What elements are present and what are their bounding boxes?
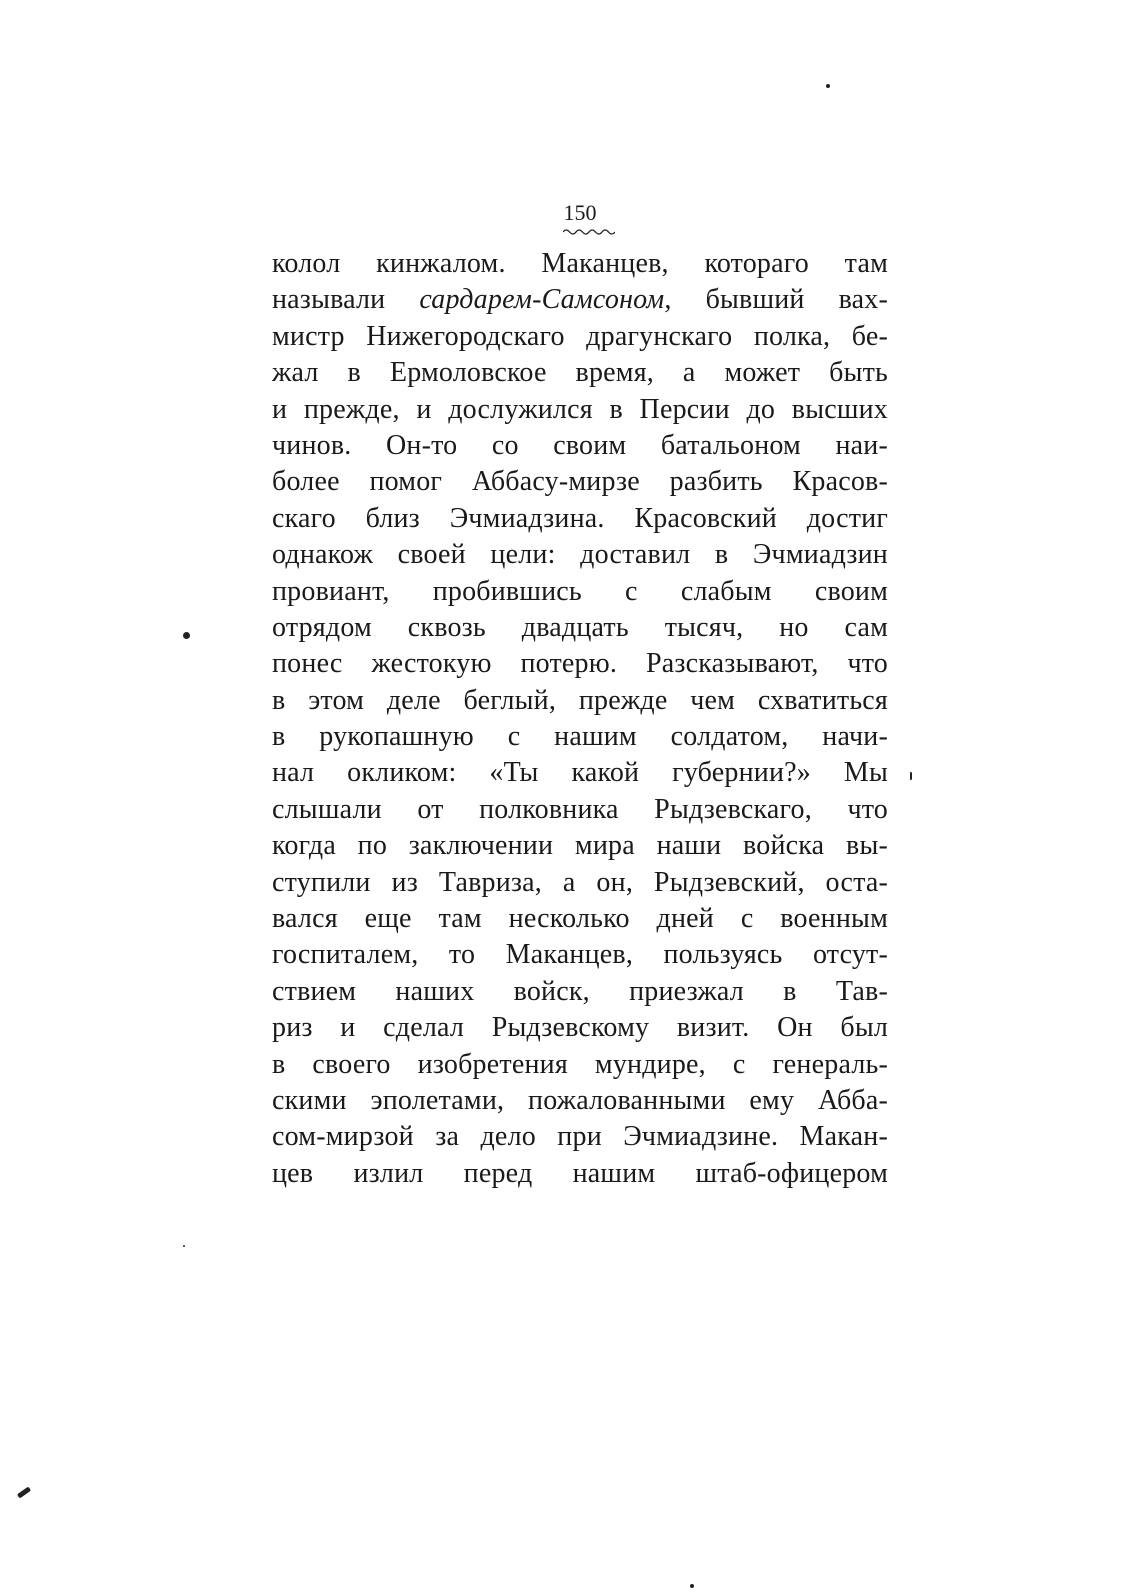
text-line: провиант, пробившись с слабым своим bbox=[272, 575, 888, 607]
text-line: в рукопашную с нашим солдатом, начи- bbox=[272, 721, 888, 753]
text-line: слышали от полковника Рыдзевскаго, что bbox=[272, 793, 888, 825]
body-text bbox=[272, 246, 888, 1192]
text-line: скими эполетами, пожалованными ему Абба- bbox=[272, 1084, 888, 1116]
text-line: скаго близ Эчмиадзина. Красовский достиг bbox=[272, 502, 888, 534]
text-line: однакож своей цели: доставил в Эчмиадзин bbox=[272, 539, 888, 571]
scan-speck bbox=[910, 772, 912, 780]
text-line: понес жестокую потерю. Разсказывают, что bbox=[272, 648, 888, 680]
text-line: риз и сделал Рыдзевскому визит. Он был bbox=[272, 1012, 888, 1044]
scan-speck bbox=[17, 1486, 31, 1498]
text-line: госпиталем, то Маканцев, пользуясь отсут- bbox=[272, 939, 888, 971]
text-line: ствием наших войск, приезжал в Тав- bbox=[272, 975, 888, 1007]
scan-speck bbox=[183, 1245, 185, 1247]
text-line: отрядом сквозь двадцать тысяч, но сам bbox=[272, 611, 888, 643]
text-line: в своего изобретения мундире, с генераль- bbox=[272, 1048, 888, 1080]
text-line bbox=[272, 282, 888, 318]
text-line: чинов. Он-то со своим батальоном наи- bbox=[272, 429, 888, 461]
scan-speck bbox=[183, 632, 190, 639]
text-line: сом-мирзой за дело при Эчмиадзине. Макан- bbox=[272, 1121, 888, 1153]
scan-speck bbox=[826, 84, 830, 88]
page-number-ornament bbox=[563, 228, 615, 236]
text-line: цев излил перед нашим штаб-офицером bbox=[272, 1157, 888, 1189]
text-line: нал окликом: «Ты какой губернии?» Мы bbox=[272, 757, 888, 789]
text-line: мистр Нижегородскаго драгунскаго полка, бе- bbox=[272, 320, 888, 352]
text-segment: называли bbox=[272, 284, 420, 316]
text-line: и прежде, и дослужился в Персии до высших bbox=[272, 393, 888, 425]
text-line: когда по заключении мира наши войска вы- bbox=[272, 830, 888, 862]
scan-speck bbox=[690, 1584, 694, 1588]
text-line: жал в Ермоловское время, а может быть bbox=[272, 357, 888, 389]
text-line: в этом деле беглый, прежде чем схватиться bbox=[272, 684, 888, 716]
text-segment: бывший вах- bbox=[671, 284, 888, 316]
text-line: ступили из Тавриза, а он, Рыдзевский, оста- bbox=[272, 866, 888, 898]
text-line: вался еще там несколько дней с военным bbox=[272, 903, 888, 935]
text-line: более помог Аббасу-мирзе разбить Красов- bbox=[272, 466, 888, 498]
page-number: 150 bbox=[563, 200, 597, 225]
text-line: колол кинжалом. Маканцев, котораго там bbox=[272, 248, 888, 279]
italic-phrase: сардарем-Самсоном, bbox=[419, 284, 672, 316]
